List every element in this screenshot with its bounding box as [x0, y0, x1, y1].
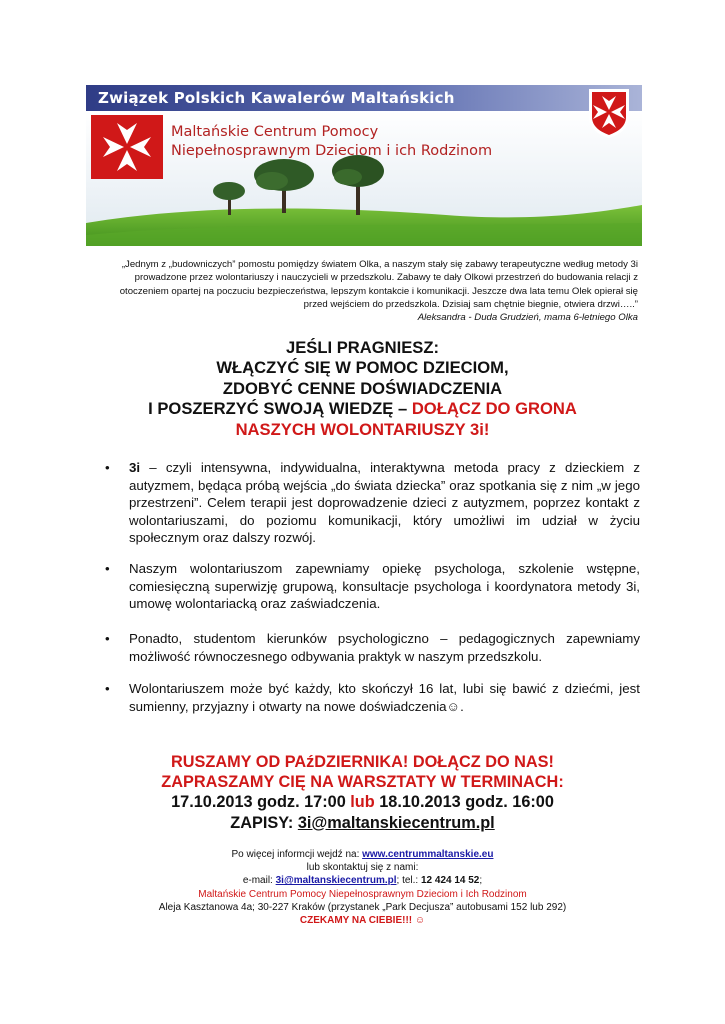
workshop-date: 17.10.2013 godz. 17:00: [171, 793, 351, 812]
bullet-icon: •: [105, 561, 110, 576]
headline-line: WŁĄCZYĆ SIĘ W POMOC DZIECIOM,: [216, 358, 509, 378]
signup-label: ZAPISY:: [230, 813, 298, 832]
phone-end: ;: [479, 875, 483, 887]
quote-line: otoczeniem opartej na poczuciu bezpieczeństwa, lepszym kontakcie i komunikacji. Jeszcze dwa lata temu Olek opierał się: [119, 285, 638, 297]
center-name-line2: Niepełnosprawnym Dzieciom i ich Rodzinom: [171, 143, 493, 159]
callout-line: ZAPRASZAMY CIĘ NA WARSZTATY W TERMINACH:: [161, 773, 564, 792]
headline-line: ZDOBYĆ CENNE DOŚWIADCZENIA: [222, 378, 503, 398]
list-item-lead: 3i: [129, 460, 141, 475]
list-item: [105, 560, 640, 613]
headline-line: [100, 399, 625, 419]
closing-message: CZEKAMY NA CIEBIE!!! ☺: [299, 915, 426, 927]
phone-label: ; tel.:: [396, 875, 421, 887]
signup-line: [80, 813, 645, 833]
email-link[interactable]: 3i@maltanskiecentrum.pl: [275, 875, 397, 887]
address: Aleja Kasztanowa 4a; 30-227 Kraków (przystanek „Park Decjusza” autobusami 152 lub 292): [158, 901, 567, 913]
workshop-dates: [80, 792, 645, 812]
maltese-shield-icon: [586, 87, 632, 139]
list-item-body: Naszym wolontariuszom zapewniamy opiekę psychologa, szkolenie wstępne, comiesięczną superwizję grupową, konsultacje psychologa i koordynatora metody 3i, umowę wolontariacką oraz zaświadczenia.: [129, 561, 640, 611]
headline-highlight: DOŁĄCZ DO GRONA: [411, 399, 577, 419]
headline-line: JEŚLI PRAGNIESZ:: [285, 338, 440, 357]
list-item: [105, 680, 640, 715]
callout-line: RUSZAMY OD PAźDZIERNIKA! DOŁĄCZ DO NAS!: [171, 753, 554, 771]
contact-footer: [100, 848, 625, 927]
quote-line: przed wejściem do przedszkola. Dzisiaj sam chętnie biegnie, otwiera drzwi…..”: [303, 298, 638, 310]
header-banner: [86, 85, 642, 246]
list-item: [105, 630, 640, 665]
list-item: [105, 459, 640, 547]
headline-text: I POSZERZYĆ SWOJĄ WIEDZĘ –: [148, 399, 412, 419]
organization-title: Związek Polskich Kawalerów Maltańskich: [98, 89, 455, 107]
email-label: e-mail:: [242, 875, 276, 887]
quote-line: „Jednym z „budowniczych” pomostu pomiędzy światem Olka, a naszym stały się zabawy terapeutyczne według metody 3i: [121, 259, 638, 270]
list-item-text: [129, 459, 640, 547]
website-link[interactable]: www.centrummaltanskie.eu: [362, 849, 494, 860]
headline-highlight: NASZYCH WOLONTARIUSZY 3i!: [235, 419, 490, 439]
more-info-line: [100, 848, 625, 861]
phone-number: 12 424 14 52: [420, 875, 480, 887]
maltese-cross-icon: [91, 115, 163, 179]
email-phone-line: [100, 874, 625, 887]
workshop-date: 18.10.2013 godz. 16:00: [374, 793, 554, 812]
list-item-body: – czyli intensywna, indywidualna, interaktywna metoda pracy z dzieckiem z autyzmem, będąca próbą wejścia „do świata dziecka” oraz spotkania się z nim „w jego przestrzeni”. Celem terapii jest doprowadzenie dzieci z autyzmem, poprzez kontakt z wolontariuszami, do poziomu komunikacji, który umożliwi im udział w życiu społecznym oraz dalszy rozwój.: [129, 460, 640, 545]
quote-author: Aleksandra - Duda Grudzień, mama 6-letniego Olka: [417, 312, 638, 324]
bullet-icon: •: [105, 460, 110, 475]
quote-line: prowadzone przez wolontariuszy i nauczycieli w przedszkolu. Zabawy te dały Olkowi przestrzeń do budowania relacji z: [134, 272, 638, 284]
workshop-callout: [80, 752, 645, 833]
signup-email-link[interactable]: 3i@maltanskiecentrum.pl: [297, 813, 495, 832]
contact-prompt: lub skontaktuj się z nami:: [306, 862, 419, 874]
list-item-body: Wolontariuszem może być każdy, kto skończył 16 lat, lubi się bawić z dziećmi, jest sumienny, przyjazny i otwarty na nowe doświadczenia☺.: [129, 681, 640, 714]
center-name-line1: Maltańskie Centrum Pomocy: [171, 124, 379, 140]
bullet-icon: •: [105, 681, 110, 696]
main-headline: [100, 338, 625, 440]
organization-name: Maltańskie Centrum Pomocy Niepełnosprawnym Dzieciom i Ich Rodzinom: [198, 888, 527, 900]
testimonial-quote: [90, 258, 638, 324]
center-name: [171, 123, 492, 161]
date-separator: lub: [350, 793, 375, 812]
bullet-icon: •: [105, 631, 110, 646]
more-info-label: Po więcej informcji wejdź na:: [231, 849, 363, 860]
list-item-body: Ponadto, studentom kierunków psychologiczno – pedagogicznych zapewniamy możliwość równoczesnego odbywania praktyk w naszym przedszkolu.: [129, 631, 640, 664]
